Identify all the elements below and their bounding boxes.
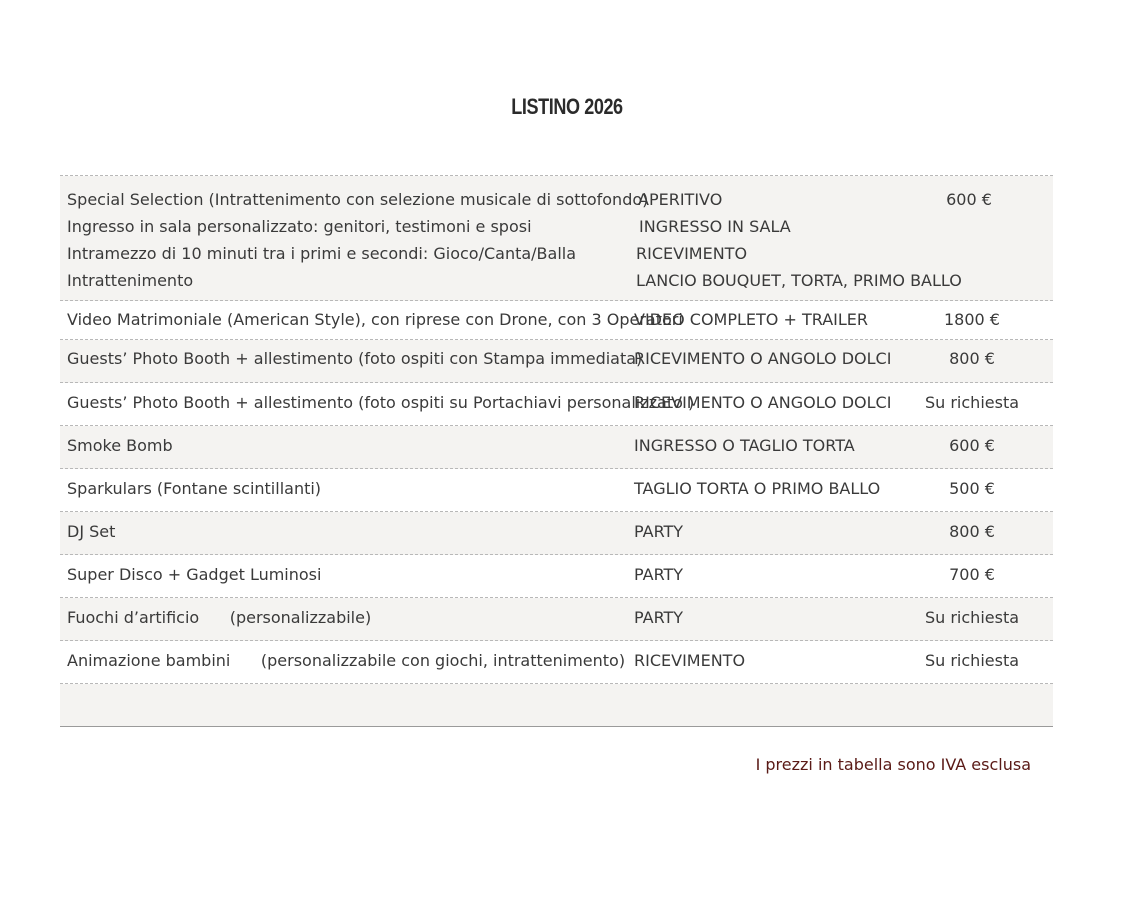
row-description: Guests’ Photo Booth + allestimento (foto ospiti con Stampa immediata)	[67, 349, 643, 368]
table-row	[60, 340, 1053, 383]
row-description: Animazione bambini (personalizzabile con giochi, intrattenimento)	[67, 651, 626, 670]
row-moment: VIDEO COMPLETO + TRAILER	[634, 310, 869, 329]
row-description: Sparkulars (Fontane scintillanti)	[67, 479, 322, 498]
row-moments	[636, 186, 962, 294]
row-description: Intramezzo di 10 minuti tra i primi e secondi: Gioco/Canta/Balla	[67, 244, 577, 263]
table-row	[60, 301, 1053, 340]
row-price: 600 €	[949, 436, 995, 455]
row-price: 500 €	[949, 479, 995, 498]
row-moment: RICEVIMENTO O ANGOLO DOLCI	[634, 393, 892, 412]
row-moment: PARTY	[634, 522, 684, 541]
table-row	[60, 641, 1053, 684]
page-title: LISTINO 2026	[511, 94, 623, 119]
row-description: Guests’ Photo Booth + allestimento (foto ospiti su Portachiavi personalizzato )	[67, 393, 695, 412]
row-price: Su richiesta	[924, 393, 1020, 412]
table-row-empty	[60, 684, 1053, 726]
row-moment: LANCIO BOUQUET, TORTA, PRIMO BALLO	[636, 271, 962, 290]
row-description: Fuochi d’artificio (personalizzabile)	[67, 608, 372, 627]
table-row	[60, 426, 1053, 469]
row-description: Super Disco + Gadget Luminosi	[67, 565, 322, 584]
row-moment: APERITIVO	[638, 190, 723, 209]
row-price: 800 €	[949, 522, 995, 541]
table-row	[60, 512, 1053, 555]
row-descriptions	[67, 186, 648, 294]
vat-note: I prezzi in tabella sono IVA esclusa	[755, 755, 1031, 774]
row-price: Su richiesta	[924, 651, 1020, 670]
row-moment: RICEVIMENTO	[634, 651, 746, 670]
row-moment: INGRESSO O TAGLIO TORTA	[634, 436, 855, 455]
row-moment: RICEVIMENTO O ANGOLO DOLCI	[634, 349, 892, 368]
table-row	[60, 176, 1053, 301]
row-moment: PARTY	[634, 608, 684, 627]
row-price: 600 €	[946, 190, 992, 209]
row-description: Video Matrimoniale (American Style), con riprese con Drone, con 3 Operatori	[67, 310, 683, 329]
row-description: DJ Set	[67, 522, 116, 541]
row-price: 1800 €	[944, 310, 1000, 329]
row-description: Smoke Bomb	[67, 436, 173, 455]
row-price: 800 €	[949, 349, 995, 368]
row-price: Su richiesta	[924, 608, 1020, 627]
row-description: Special Selection (Intrattenimento con selezione musicale di sottofondo)	[67, 190, 649, 209]
row-moment: TAGLIO TORTA O PRIMO BALLO	[634, 479, 881, 498]
row-moment: RICEVIMENTO	[636, 244, 748, 263]
row-description: Intrattenimento	[67, 271, 194, 290]
table-row	[60, 383, 1053, 426]
row-description: Ingresso in sala personalizzato: genitori, testimoni e sposi	[67, 217, 532, 236]
row-moment: INGRESSO IN SALA	[639, 217, 791, 236]
price-table	[60, 175, 1053, 727]
table-row	[60, 469, 1053, 512]
table-row	[60, 598, 1053, 641]
table-row	[60, 555, 1053, 598]
row-moment: PARTY	[634, 565, 684, 584]
row-price: 700 €	[949, 565, 995, 584]
